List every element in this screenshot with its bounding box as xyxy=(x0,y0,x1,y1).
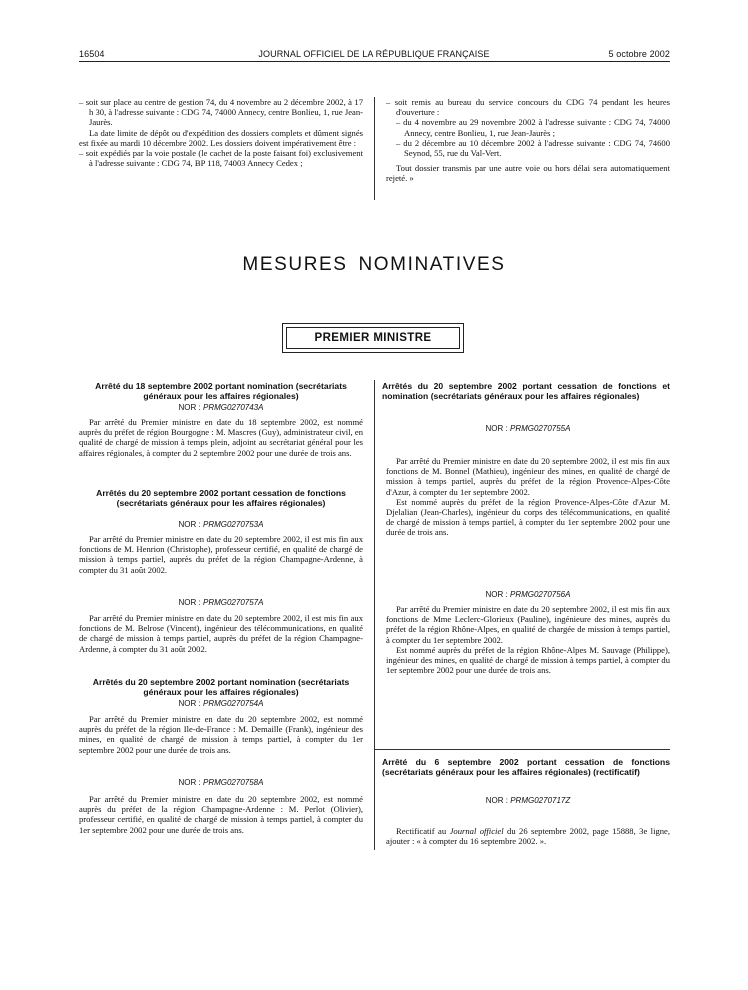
nor-label: NOR : xyxy=(178,778,201,787)
top-right-item-1: – soit remis au bureau du service concours du CDG 74 pendant les heures d'ouverture : xyxy=(386,97,670,118)
arrete-b2-text-1: Par arrêté du Premier ministre en date du 20 septembre 2002, il est mis fin aux fonctions de Mme Leclerc-Glorieux (Pauline), ingénieure des mines, auprès du préfet de la région Rhône-Alpes, en qualité de chargée de mission à temps partiel, à compter du 1er septembre 2002. xyxy=(386,604,670,645)
nor-code: PRMG0270758A xyxy=(202,778,264,787)
arrete-4-body xyxy=(79,714,363,755)
main-column-divider xyxy=(374,380,375,850)
arrete-5-text: Par arrêté du Premier ministre en date du 20 septembre 2002, est nommé auprès du préfet de la région Champagne-Ardenne : M. Perlot (Olivier), professeur certifié, en qualité de chargé de mission à temps partiel, à compter du 1er septembre 2002 pour une durée de trois ans. xyxy=(79,794,363,835)
arrete-2-text: Par arrêté du Premier ministre en date du 20 septembre 2002, il est mis fin aux fonctions de M. Henrion (Christophe), professeur certifié, en qualité de chargé de mission à temps partiel, auprès du préfet de la région Champagne-Ardenne, à compter du 31 août 2002. xyxy=(79,534,363,575)
arrete-b2-body xyxy=(386,604,670,675)
arrete-b1-nor xyxy=(386,424,670,433)
arrete-b1-body xyxy=(386,456,670,538)
arrete-b2-nor xyxy=(386,590,670,599)
ministry-label: PREMIER MINISTRE xyxy=(286,327,460,349)
arrete-1-nor xyxy=(79,403,363,412)
arrete-2-nor xyxy=(79,520,363,529)
nor-label: NOR : xyxy=(485,796,508,805)
issue-date: 5 octobre 2002 xyxy=(608,49,670,59)
nor-code: PRMG0270754A xyxy=(202,699,264,708)
nor-code: PRMG0270743A xyxy=(202,403,264,412)
top-right-sub-2: – du 2 décembre au 10 décembre 2002 à l'adresse suivante : CDG 74, 74600 Seynod, 55, rue du Val-Vert. xyxy=(396,137,670,159)
nor-label: NOR : xyxy=(485,590,508,599)
nor-code: PRMG0270756A xyxy=(509,590,571,599)
arrete-b2-text-2: Est nommé auprès du préfet de la région Rhône-Alpes M. Sauvage (Philippe), ingénieur des mines, en qualité de chargé de mission à temps partiel, à compter du 1er septembre 2002 pour une durée de trois ans. xyxy=(386,644,670,676)
nor-code: PRMG0270755A xyxy=(509,424,571,433)
arrete-b1-text-2: Est nommé auprès du préfet de la région Provence-Alpes-Côte d'Azur M. Djelalian (Jean-Charles), ingénieur du corps des télécommunications, en qualité de chargé de mission à temps partiel, à compter du 1er septembre 2002 pour une durée de trois ans. xyxy=(386,496,670,538)
nor-label: NOR : xyxy=(178,520,201,529)
top-left-item-1: – soit sur place au centre de gestion 74, du 4 novembre au 2 décembre 2002, à 17 h 30, à l'adresse suivante : CDG 74, 74000 Annecy, centre Bonlieu, 1, rue Jean-Jaurès. xyxy=(79,97,363,128)
arrete-1-title: Arrêté du 18 septembre 2002 portant nomination (secrétariats généraux pour les affaires régionales) xyxy=(95,381,347,401)
arrete-b3-title: Arrêté du 6 septembre 2002 portant cessation de fonctions (secrétariats généraux pour les affaires régionales) (rectificatif) xyxy=(382,757,670,777)
arrete-2-body xyxy=(79,534,363,575)
header-rule xyxy=(79,61,670,62)
top-right-sub-1: – du 4 novembre au 29 novembre 2002 à l'adresse suivante : CDG 74, 74000 Annecy, centre Bonlieu, 1, rue Jean-Jaurès ; xyxy=(396,117,670,138)
top-left-paragraph: La date limite de dépôt ou d'expédition des dossiers complets et dûment signés est fixée au mardi 10 décembre 2002. Les dossiers doivent impérativement être : xyxy=(79,127,363,148)
nor-code: PRMG0270753A xyxy=(202,520,264,529)
nor-code: PRMG0270757A xyxy=(202,598,264,607)
arrete-4-text: Par arrêté du Premier ministre en date du 20 septembre 2002, est nommé auprès du préfet de la région Ile-de-France : M. Demaille (Frank), ingénieur des mines, en qualité de chargé de mission à temps partiel, à compter du 1er septembre 2002 pour une durée de trois ans. xyxy=(79,714,363,755)
arrete-b3-text xyxy=(386,826,670,846)
nor-label: NOR : xyxy=(178,403,201,412)
arrete-5-nor xyxy=(79,778,363,787)
arrete-5-body xyxy=(79,794,363,835)
arrete-3-text: Par arrêté du Premier ministre en date du 20 septembre 2002, il est mis fin aux fonctions de M. Belrose (Vincent), ingénieur des télécommunications, en qualité de chargé de mission à temps partiel, auprès du préfet de la région Champagne-Ardenne, à compter du 31 août 2002. xyxy=(79,613,363,654)
arrete-b3-body xyxy=(386,826,670,846)
journal-title: JOURNAL OFFICIEL DE LA RÉPUBLIQUE FRANÇAISE xyxy=(258,49,490,59)
arrete-3-body xyxy=(79,613,363,654)
rectificatif-text-before: Rectificatif au xyxy=(396,826,450,836)
arrete-1-text: Par arrêté du Premier ministre en date du 18 septembre 2002, est nommé auprès du préfet de région Bourgogne : M. Mascres (Guy), administrateur civil, en qualité de chargé de mission à temps plein, adjoint au secrétariat général pour les affaires régionales, à compter du 2 septembre 2002 pour une durée de trois ans. xyxy=(79,417,363,458)
top-right-paragraph: Tout dossier transmis par une autre voie ou hors délai sera automatiquement rejeté. » xyxy=(386,163,670,184)
journal-officiel-italic: Journal officiel xyxy=(449,826,504,836)
top-column-divider xyxy=(374,97,375,200)
page-number: 16504 xyxy=(79,49,105,59)
arrete-b1-title: Arrêtés du 20 septembre 2002 portant cessation de fonctions et nomination (secrétariats généraux pour les affaires régionales) xyxy=(382,381,670,401)
section-rule xyxy=(374,749,670,750)
top-left-item-2: – soit expédiés par la voie postale (le cachet de la poste faisant foi) exclusivement à l'adresse suivante : CDG 74, BP 118, 74003 Annecy Cedex ; xyxy=(79,148,363,169)
arrete-b3-nor xyxy=(386,796,670,805)
top-left-text xyxy=(79,97,363,168)
arrete-4-title: Arrêtés du 20 septembre 2002 portant nomination (secrétariats généraux pour les affaires régionales) xyxy=(92,677,350,697)
nor-code: PRMG0270717Z xyxy=(510,796,571,805)
nor-label: NOR : xyxy=(485,424,508,433)
arrete-2-title: Arrêtés du 20 septembre 2002 portant cessation de fonctions (secrétariats généraux pour les affaires régionales) xyxy=(96,488,346,508)
top-right-text xyxy=(386,97,670,184)
rectificatif-text-after: du 26 septembre 2002, page 15888, 3e ligne, ajouter : « à compter du 16 septembre 2002. ». xyxy=(386,826,671,847)
arrete-4-nor xyxy=(79,699,363,708)
arrete-1-body xyxy=(79,417,363,458)
arrete-3-nor xyxy=(79,598,363,607)
nor-label: NOR : xyxy=(178,699,201,708)
ministry-box xyxy=(282,323,464,353)
arrete-b1-text-1: Par arrêté du Premier ministre en date du 20 septembre 2002, il est mis fin aux fonctions de M. Bonnel (Mathieu), ingénieur des mines, en qualité de chargé de mission à temps partiel, auprès du préfet de la région Provence-Alpes-Côte d'Azur, à compter du 1er septembre 2002. xyxy=(386,456,670,497)
section-title: MESURES NOMINATIVES xyxy=(242,254,506,275)
nor-label: NOR : xyxy=(178,598,201,607)
